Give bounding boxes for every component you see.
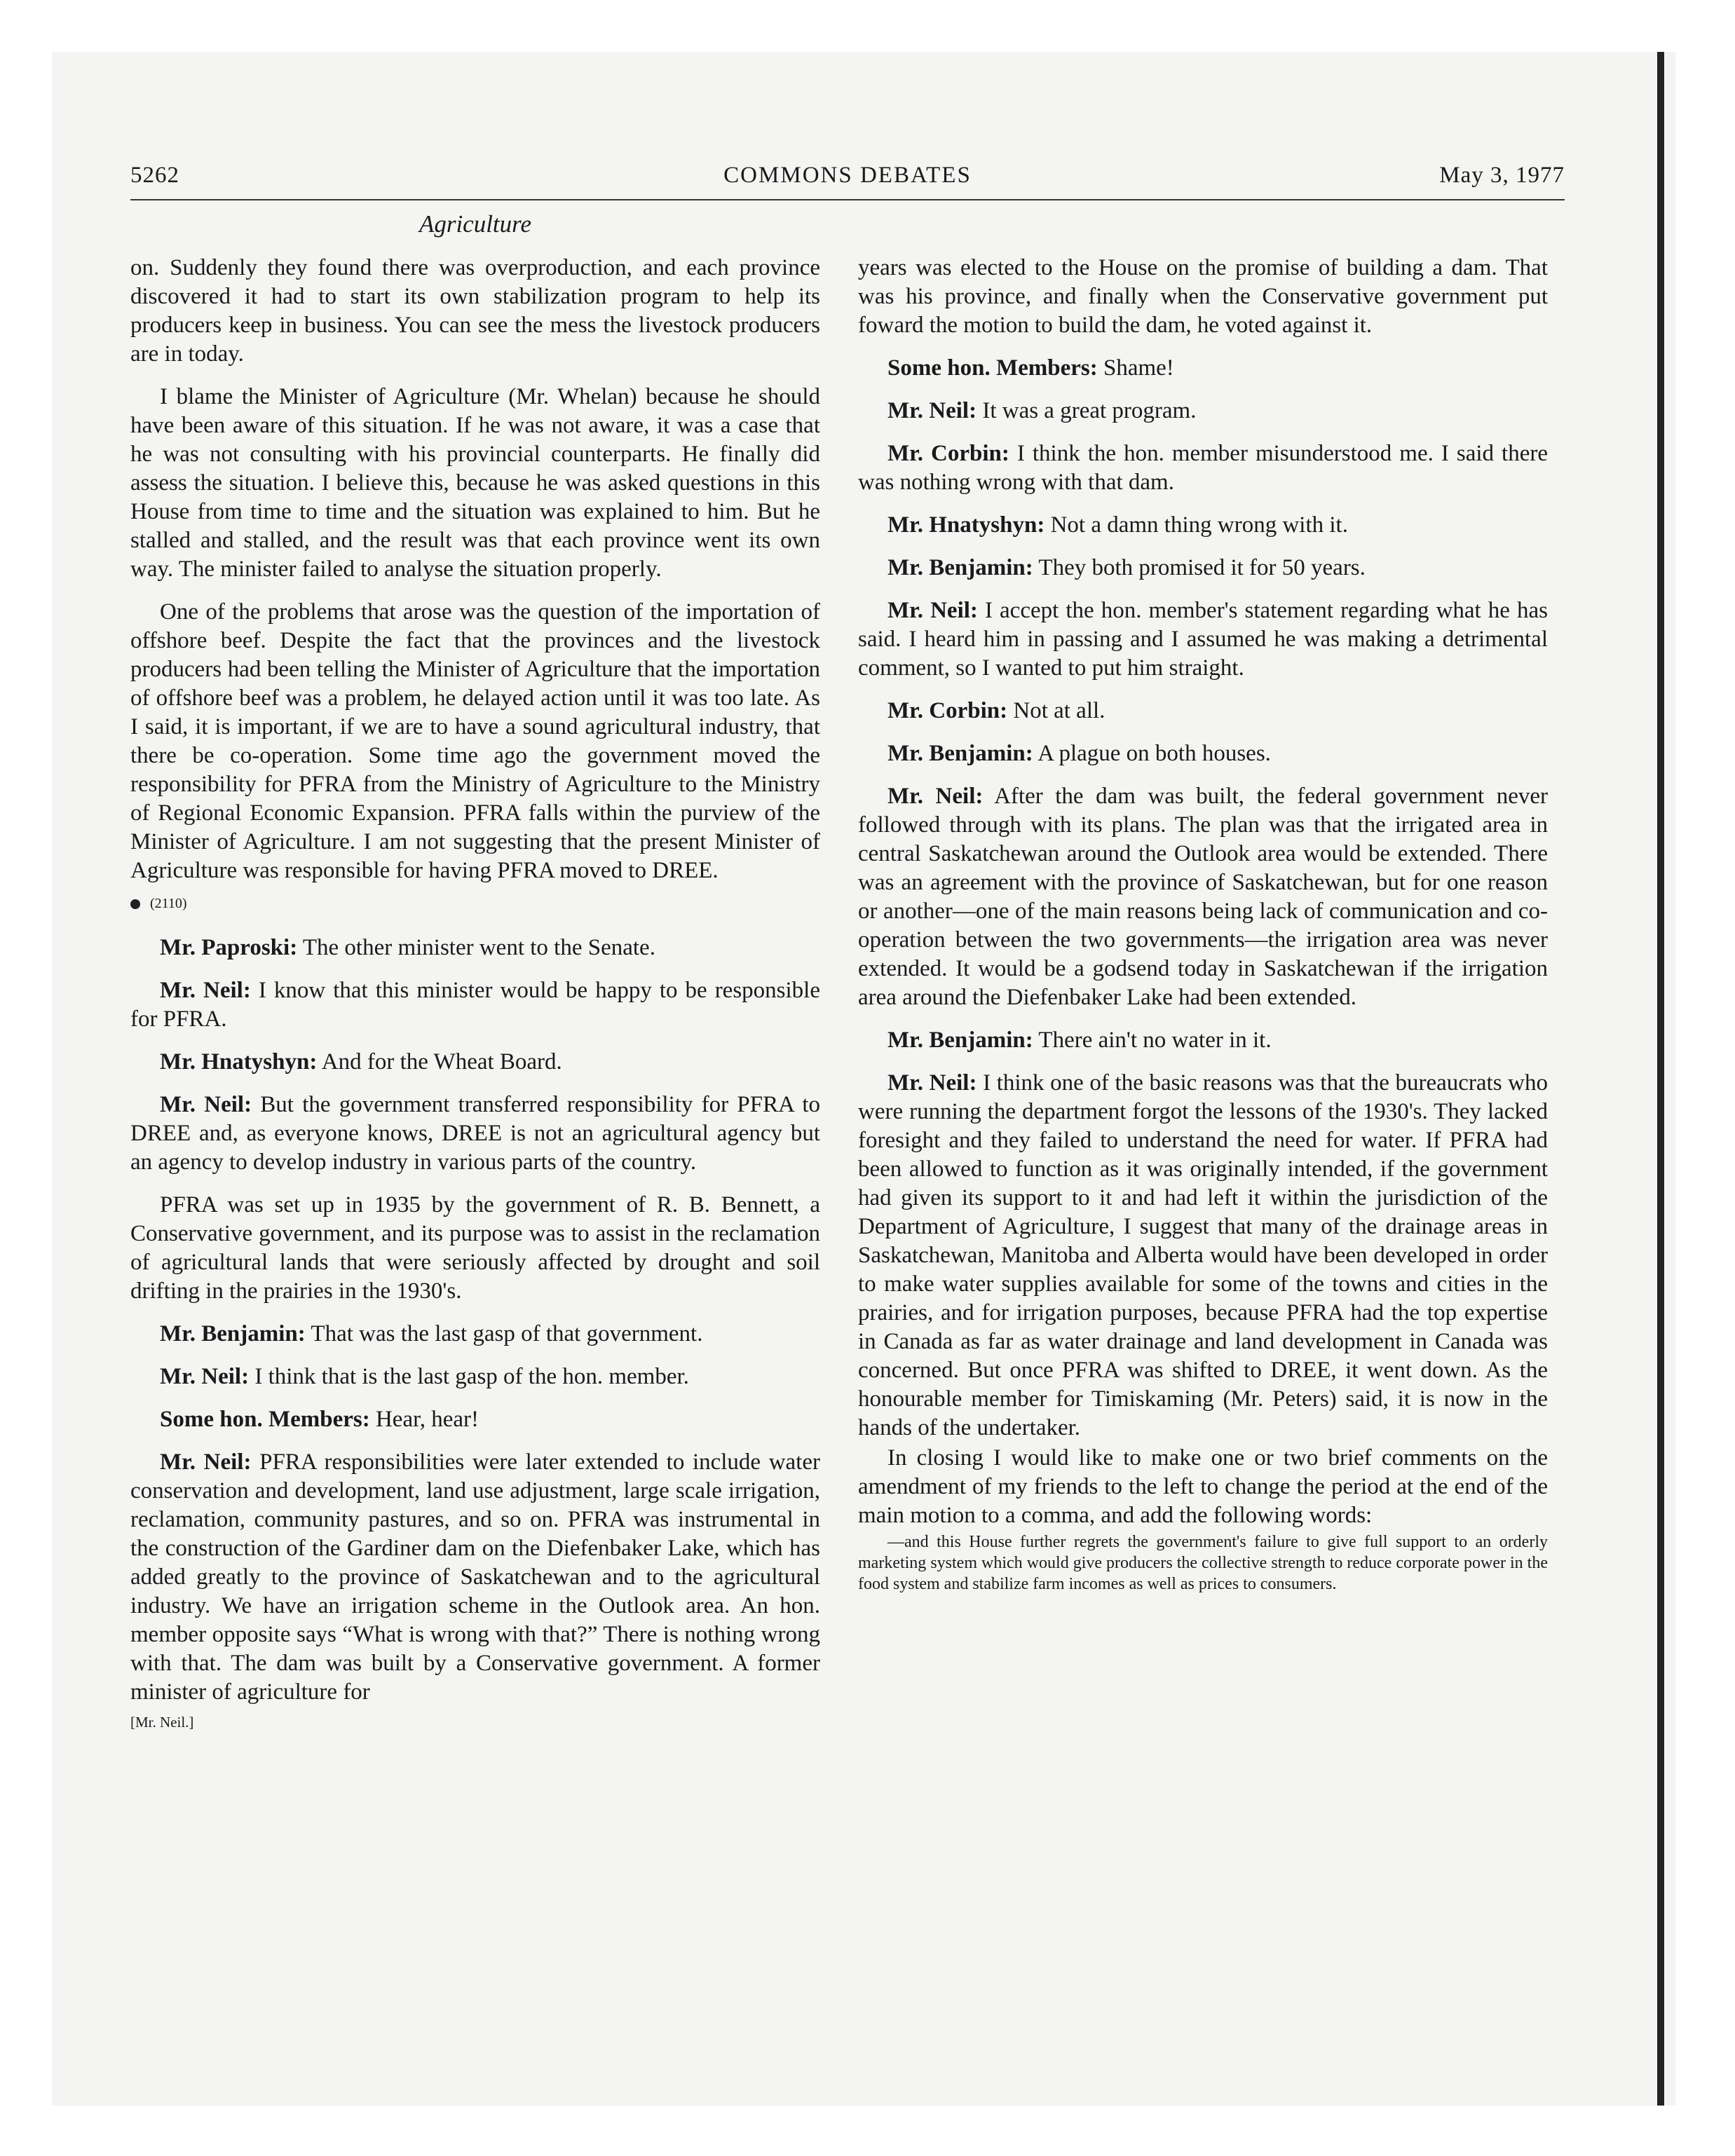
speaker-name: Mr. Benjamin: — [887, 741, 1033, 766]
speech — [858, 739, 1548, 768]
scan-edge-bar — [1657, 52, 1664, 2106]
speaker-name: Mr. Hnatyshyn: — [160, 1049, 318, 1074]
header-rule — [130, 199, 1565, 200]
speech — [858, 354, 1548, 383]
speech-text: They both promised it for 50 years. — [1038, 555, 1366, 580]
speech-text: But the government transferred responsibility for PFRA to DREE and, as everyone knows, DREE is not an agricultural agency but an agency to develop industry in various parts of the country. — [130, 1092, 820, 1175]
speaker-name: Mr. Corbin: — [887, 441, 1009, 466]
speech — [130, 1048, 820, 1077]
paragraph: years was elected to the House on the promise of building a dam. That was his province, and finally when the Conservative government put foward the motion to build the dam, he voted against it. — [858, 255, 1548, 338]
speech-text: The other minister went to the Senate. — [302, 935, 655, 960]
speech — [858, 782, 1548, 1012]
speech — [858, 511, 1548, 540]
paragraph: One of the problems that arose was the question of the importation of offshore beef. Despite the fact that the provinces and the livestock producers had been telling the Minister of Agriculture that the importation of offshore beef was a problem, he delayed action until it was too late. As I said, it is important, if we are to have a sound agricultural industry, that there be co-operation. Some time ago the government moved the responsibility for PFRA from the Ministry of Agriculture to the Ministry of Regional Economic Expansion. PFRA falls within the purview of the Minister of Agriculture. I am not suggesting that the present Minister of Agriculture was responsible for having PFRA moved to DREE. — [130, 599, 820, 883]
amendment-quote: —and this House further regrets the government's failure to give full support to an orderly marketing system which would give producers the collective strength to reduce corporate power in the food system and stabilize farm incomes as well as prices to consumers. — [858, 1533, 1548, 1593]
speech-text: That was the last gasp of that government. — [311, 1321, 703, 1346]
speech-text: I know that this minister would be happy to be responsible for PFRA. — [130, 978, 821, 1032]
speaker-name: Some hon. Members: — [160, 1407, 370, 1432]
speech — [858, 1069, 1548, 1442]
paragraph: PFRA was set up in 1935 by the government of R. B. Bennett, a Conservative government, and its purpose was to assist in the reclamation of agricultural lands that were seriously affected by drought and soil drifting in the prairies in the 1930's. — [130, 1192, 820, 1304]
speaker-name: Mr. Benjamin: — [887, 1028, 1033, 1053]
speech — [130, 934, 820, 962]
publication-title: COMMONS DEBATES — [723, 163, 972, 188]
speech — [858, 554, 1548, 582]
speaker-name: Mr. Neil: — [160, 978, 251, 1003]
speaker-footer-tag: [Mr. Neil.] — [130, 1714, 194, 1731]
speech — [130, 1448, 820, 1707]
speaker-name: Mr. Neil: — [887, 398, 977, 423]
speech — [858, 397, 1548, 425]
speech — [858, 439, 1548, 497]
time-marker — [130, 889, 820, 918]
speech-text: It was a great program. — [982, 398, 1197, 423]
speech-text: A plague on both houses. — [1037, 741, 1271, 766]
speaker-name: Mr. Benjamin: — [160, 1321, 306, 1346]
page-number: 5262 — [130, 163, 179, 188]
paragraph: on. Suddenly they found there was overproduction, and each province discovered it had to start its own stabilization program to help its producers keep in business. You can see the mess the livestock producers are in today. — [130, 255, 820, 367]
speech-text: There ain't no water in it. — [1038, 1028, 1272, 1053]
speech — [130, 1363, 820, 1391]
speech-text: Not at all. — [1013, 698, 1105, 723]
speech-text: Not a damn thing wrong with it. — [1050, 512, 1348, 538]
speaker-name: Mr. Neil: — [887, 1070, 977, 1096]
paragraph: In closing I would like to make one or two brief comments on the amendment of my friends to the left to change the period at the end of the main motion to a comma, and add the following words: — [858, 1445, 1548, 1528]
speech — [858, 697, 1548, 725]
speech-text: Shame! — [1103, 355, 1174, 381]
speaker-name: Mr. Neil: — [160, 1364, 250, 1389]
speech — [130, 1320, 820, 1349]
speech — [130, 1091, 820, 1177]
speech — [858, 1026, 1548, 1055]
speech — [130, 1405, 820, 1434]
publication-date: May 3, 1977 — [1439, 163, 1565, 188]
speech — [858, 596, 1548, 683]
time-marker-label: (2110) — [150, 896, 187, 911]
bullet-icon — [130, 899, 140, 909]
speech-text: Hear, hear! — [375, 1407, 479, 1432]
left-column — [130, 254, 820, 1737]
section-title: Agriculture — [419, 210, 532, 238]
speech-text: I think one of the basic reasons was that the bureaucrats who were running the department forgot the lessons of the 1930's. They lacked foresight and they failed to understand the need for water. If PFRA had been allowed to function as it was originally intended, if the government had given its support to it and had left it within the jurisdiction of the Department of Agriculture, I suggest that many of the drainage areas in Saskatchewan, Manitoba and Alberta would have been developed in order to make water supplies available for some of the towns and cities in the prairies, and for irrigation purposes, because PFRA had the top expertise in Canada as far as water drainage and land development in Canada was concerned. But once PFRA was shifted to DREE, it went down. As the honourable member for Timiskaming (Mr. Peters) said, it is now in the hands of the undertaker. — [858, 1070, 1548, 1440]
speech — [130, 976, 820, 1034]
speech-text: After the dam was built, the federal government never followed through with its plans. The plan was that the irrigated area in central Saskatchewan around the Outlook area would be extended. There was an agreement with the province of Saskatchewan, but for one reason or another—one of the main reasons being lack of communication and co-operation between the two governments—the irrigation area was never extended. It would be a godsend today in Saskatchewan if the irrigation area around the Diefenbaker Lake had been extended. — [858, 784, 1548, 1010]
speaker-name: Mr. Corbin: — [887, 698, 1008, 723]
speaker-name: Mr. Neil: — [160, 1092, 252, 1117]
speech-text: And for the Wheat Board. — [321, 1049, 562, 1074]
speaker-name: Mr. Benjamin: — [887, 555, 1033, 580]
speaker-name: Mr. Neil: — [160, 1449, 252, 1475]
speaker-name: Mr. Neil: — [887, 784, 984, 809]
speech-text: I think that is the last gasp of the hon. member. — [254, 1364, 689, 1389]
speaker-name: Mr. Hnatyshyn: — [887, 512, 1045, 538]
right-column — [858, 254, 1548, 1609]
paragraph: I blame the Minister of Agriculture (Mr. Whelan) because he should have been aware of this situation. If he was not aware, it was a case that he was not consulting with his provincial counterparts. He finally did assess the situation. I believe this, because he was asked questions in this House from time to time and the situation was explained to him. But he stalled and stalled, and the result was that each province went its own way. The minister failed to analyse the situation properly. — [130, 384, 820, 582]
speaker-name: Some hon. Members: — [887, 355, 1098, 381]
speech-text: I accept the hon. member's statement regarding what he has said. I heard him in passing and I assumed he was making a detrimental comment, so I wanted to put him straight. — [858, 598, 1548, 681]
speech-text: PFRA responsibilities were later extended to include water conservation and development, land use adjustment, large scale irrigation, reclamation, community pastures, and so on. PFRA was instrumental in the construction of the Gardiner dam on the Diefenbaker Lake, which has added greatly to the province of Saskatchewan and to the agricultural industry. We have an irrigation scheme in the Outlook area. An hon. member opposite says “What is wrong with that?” There is nothing wrong with that. The dam was built by a Conservative government. A former minister of agriculture for — [130, 1449, 820, 1705]
page-header — [130, 163, 1565, 196]
speech-text: I think the hon. member misunderstood me. I said there was nothing wrong with that dam. — [858, 441, 1548, 495]
speaker-name: Mr. Paproski: — [160, 935, 298, 960]
speaker-name: Mr. Neil: — [887, 598, 978, 623]
